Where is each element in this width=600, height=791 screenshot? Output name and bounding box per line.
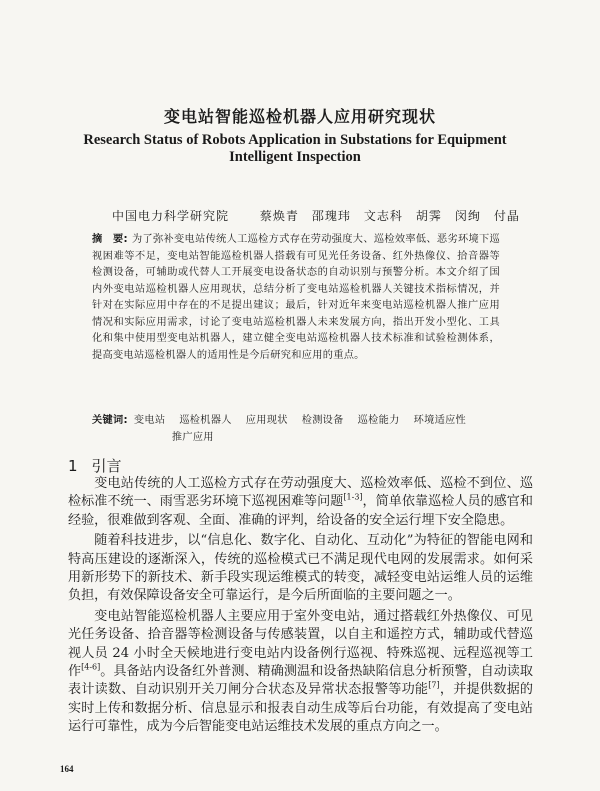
page-number: 164: [60, 764, 74, 774]
abstract-label: 摘 要:: [92, 234, 128, 245]
institution: 中国电力科学研究院: [112, 209, 230, 223]
citation: [1-3]: [343, 493, 363, 503]
paragraph-3-text-a: 变电站智能巡检机器人主要应用于室外变电站，通过搭载红外热像仪、可见光任务设备、拾音器等检测设备与传感装置，以自主和遥控方式，辅助或代替巡视人员 24 小时全天候地进行变电站内设备例行巡视、特殊巡视、远程巡视等工作: [68, 608, 533, 680]
paragraph-1-text-b: ，简单依靠巡检人员的感官和经验，很难做到客观、全面、准确的评判，给设备的安全运行埋下安全隐患。: [68, 494, 534, 528]
citation: [4-6]: [81, 662, 101, 672]
paper-title-chinese: 变电站智能巡检机器人应用研究现状: [163, 107, 436, 126]
paragraph-3-text-c: ，并提供数据的实时上传和数据分析、信息显示和报表自动生成等后台功能，有效提高了变电站运行可靠性，成为今后智能变电站运维技术发展的重点方向之一。: [68, 682, 534, 735]
paragraph-2: 随着科技进步，以“信息化、数字化、自动化、互动化”为特征的智能电网和特高压建设的逐渐深入，传统的巡检模式已不满足现代电网的发展需求。如何采用新形势下的新技术、新手段实现运维模式的转变，减轻变电站运维人员的运维负担，有效保障设备安全可靠运行，是今后所面临的主要问题之一。: [68, 533, 533, 604]
keywords: [92, 413, 500, 446]
paragraph-1-text-a: 变电站传统的人工巡检方式存在劳动强度大、巡检效率低、巡检不到位、巡检标准不统一、雨雪恶劣环境下巡视困难等问题: [68, 476, 533, 510]
keyword: 检测设备: [301, 415, 344, 426]
author-names: 蔡焕青 邵瑰玮 文志科 胡霁 闵绚 付晶: [259, 209, 520, 223]
abstract-text: 为了弥补变电站传统人工巡检方式存在劳动强度大、巡检效率低、恶劣环境下巡视困难等不足，变电站智能巡检机器人搭载有可见光任务设备、红外热像仪、拾音器等检测设备，可辅助或代替人工开展变电设备状态的自动识别与预警分析。本文介绍了国内外变电站巡检机器人应用现状，总结分析了变电站巡检机器人关键技术指标情况，并针对在实际应用中存在的不足提出建议；最后，针对近年来变电站巡检机器人推广应用情况和实际应用需求，讨论了变电站巡检机器人未来发展方向，指出开发小型化、工具化和集中使用型变电站机器人，建立健全变电站巡检机器人技术标准和试验检测体系，提高变电站巡检机器人的适用性是今后研究和应用的重点。: [92, 234, 501, 361]
abstract: [92, 232, 500, 364]
keywords-label: 关键词:: [92, 415, 128, 426]
paragraph-3: [68, 608, 533, 737]
section-number: 1: [68, 457, 78, 475]
keyword: 巡检能力: [357, 415, 400, 426]
author-line: [112, 207, 520, 224]
paragraph-1: [68, 475, 533, 530]
citation: [7]: [428, 681, 440, 691]
paper-title-english-line-2: Intelligent Inspection: [229, 149, 361, 165]
keyword: 环境适应性: [413, 415, 467, 426]
paragraph-3-text-b: 。具备站内设备红外普测、精确测温和设备热缺陷信息分析预警，自动读取表计读数、自动识别开关刀闸分合状态及异常状态报警等功能: [68, 664, 534, 698]
keyword-list: [134, 413, 500, 446]
paper-title-english-line-1: Research Status of Robots Application in Substations for Equipment: [83, 132, 507, 148]
section-title: 引言: [91, 457, 122, 475]
keyword: 应用现状: [245, 415, 288, 426]
body-text: [68, 475, 533, 739]
section-heading: [68, 455, 122, 476]
keyword: 推广应用: [171, 431, 214, 443]
keyword: 变电站: [133, 415, 166, 426]
keyword: 巡检机器人: [179, 415, 232, 426]
paper-title-english: [60, 132, 530, 166]
